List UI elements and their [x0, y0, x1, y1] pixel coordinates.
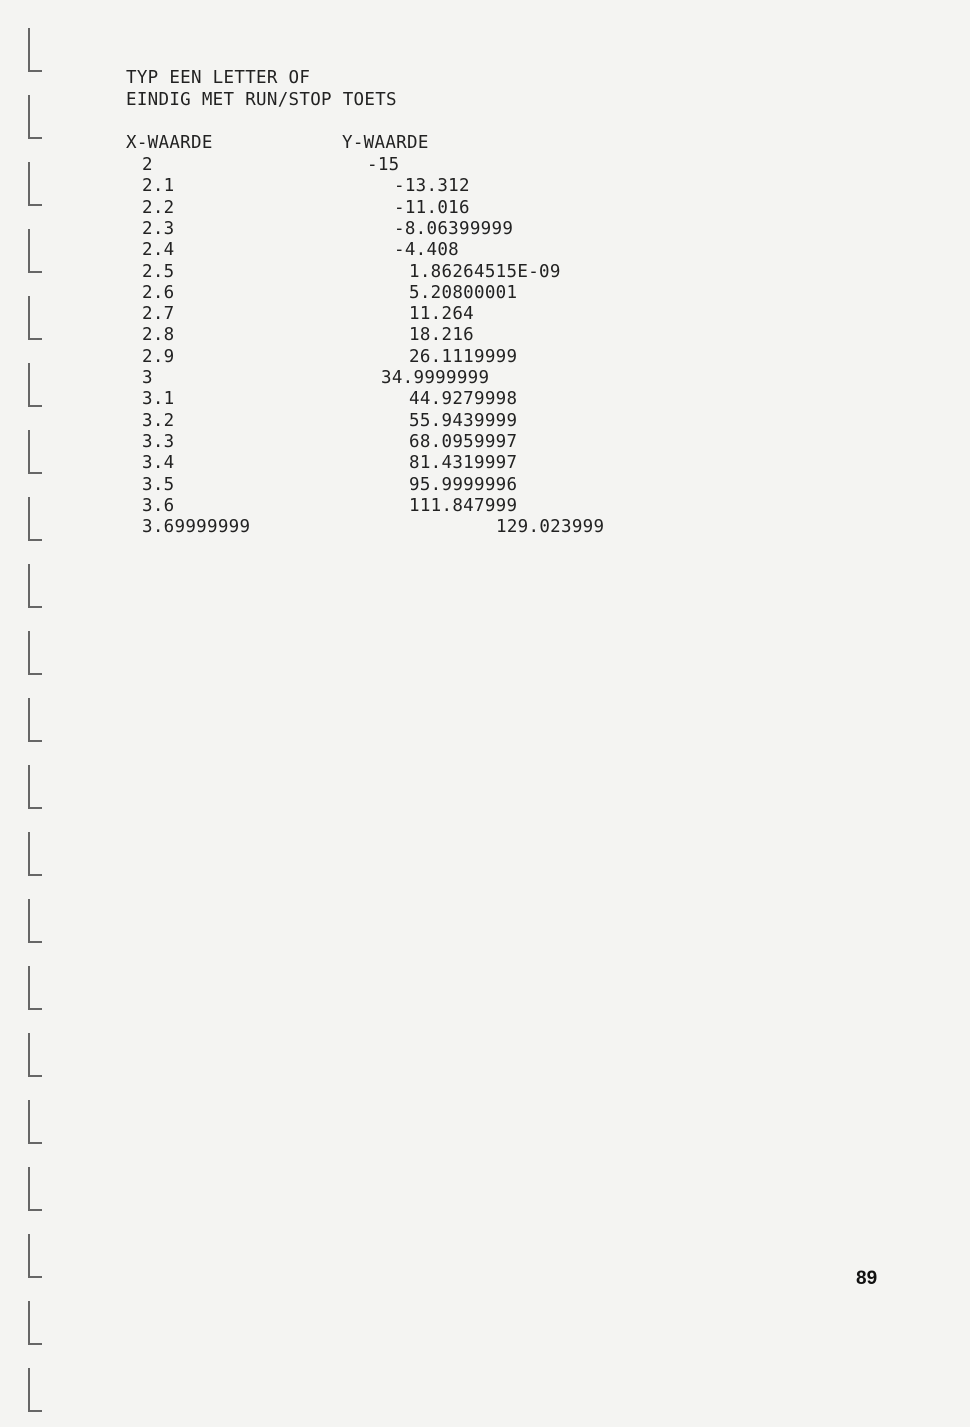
spiral-binding: [22, 0, 52, 1427]
y-value: 81.4319997: [409, 453, 518, 474]
binding-mark: [28, 631, 42, 675]
x-value: 2.5: [142, 261, 175, 282]
binding-mark: [28, 1301, 42, 1345]
y-value: 34.9999999: [381, 368, 490, 388]
binding-mark: [28, 899, 42, 943]
x-value: 2.1: [142, 176, 175, 197]
x-value: 2.6: [142, 282, 175, 303]
binding-mark: [28, 162, 42, 206]
prompt-line-1: TYP EEN LETTER OF: [126, 68, 311, 88]
x-value: 3.2: [142, 410, 175, 431]
binding-mark: [28, 698, 42, 742]
y-value: 129.023999: [496, 517, 605, 538]
binding-mark: [28, 1167, 42, 1211]
x-value: 2.8: [142, 325, 175, 346]
y-value: 68.0959997: [409, 431, 518, 452]
y-value: -8.06399999: [394, 218, 514, 239]
binding-mark: [28, 1368, 42, 1412]
column-header-y: Y-WAARDE: [342, 133, 429, 153]
x-value: 3.1: [142, 389, 175, 410]
y-value: -15: [367, 155, 400, 175]
y-value: 11.264: [409, 304, 475, 325]
y-value: 95.9999996: [409, 474, 518, 495]
binding-mark: [28, 229, 42, 273]
x-value: 2: [142, 155, 153, 175]
y-value: 44.9279998: [409, 389, 518, 410]
x-value: 2.2: [142, 197, 175, 218]
x-value: 2.4: [142, 240, 175, 261]
y-value: -13.312: [394, 176, 470, 197]
y-value: 18.216: [409, 325, 475, 346]
binding-mark: [28, 832, 42, 876]
binding-mark: [28, 95, 42, 139]
column-header-x: X-WAARDE: [126, 133, 213, 153]
binding-mark: [28, 1100, 42, 1144]
x-value: 2.3: [142, 218, 175, 239]
prompt-line-2: EINDIG MET RUN/STOP TOETS: [126, 90, 397, 110]
x-value: 2.7: [142, 304, 175, 325]
y-value: 1.86264515E-09: [409, 261, 561, 282]
x-value: 3: [142, 368, 153, 388]
y-value: 111.847999: [409, 495, 518, 516]
x-value: 3.5: [142, 474, 175, 495]
y-value: -11.016: [394, 197, 470, 218]
y-value: 55.9439999: [409, 410, 518, 431]
binding-mark: [28, 28, 42, 72]
x-value: 2.9: [142, 346, 175, 367]
binding-mark: [28, 497, 42, 541]
x-value: 3.3: [142, 431, 175, 452]
binding-mark: [28, 966, 42, 1010]
x-value: 3.6: [142, 495, 175, 516]
binding-mark: [28, 1033, 42, 1077]
y-value: -4.408: [394, 240, 460, 261]
binding-mark: [28, 765, 42, 809]
x-value: 3.4: [142, 453, 175, 474]
page-number: 89: [856, 1268, 878, 1289]
binding-mark: [28, 1234, 42, 1278]
binding-mark: [28, 296, 42, 340]
binding-mark: [28, 564, 42, 608]
y-value: 26.1119999: [409, 346, 518, 367]
x-value: 3.69999999: [142, 517, 251, 538]
binding-mark: [28, 363, 42, 407]
y-value: 5.20800001: [409, 282, 518, 303]
binding-mark: [28, 430, 42, 474]
